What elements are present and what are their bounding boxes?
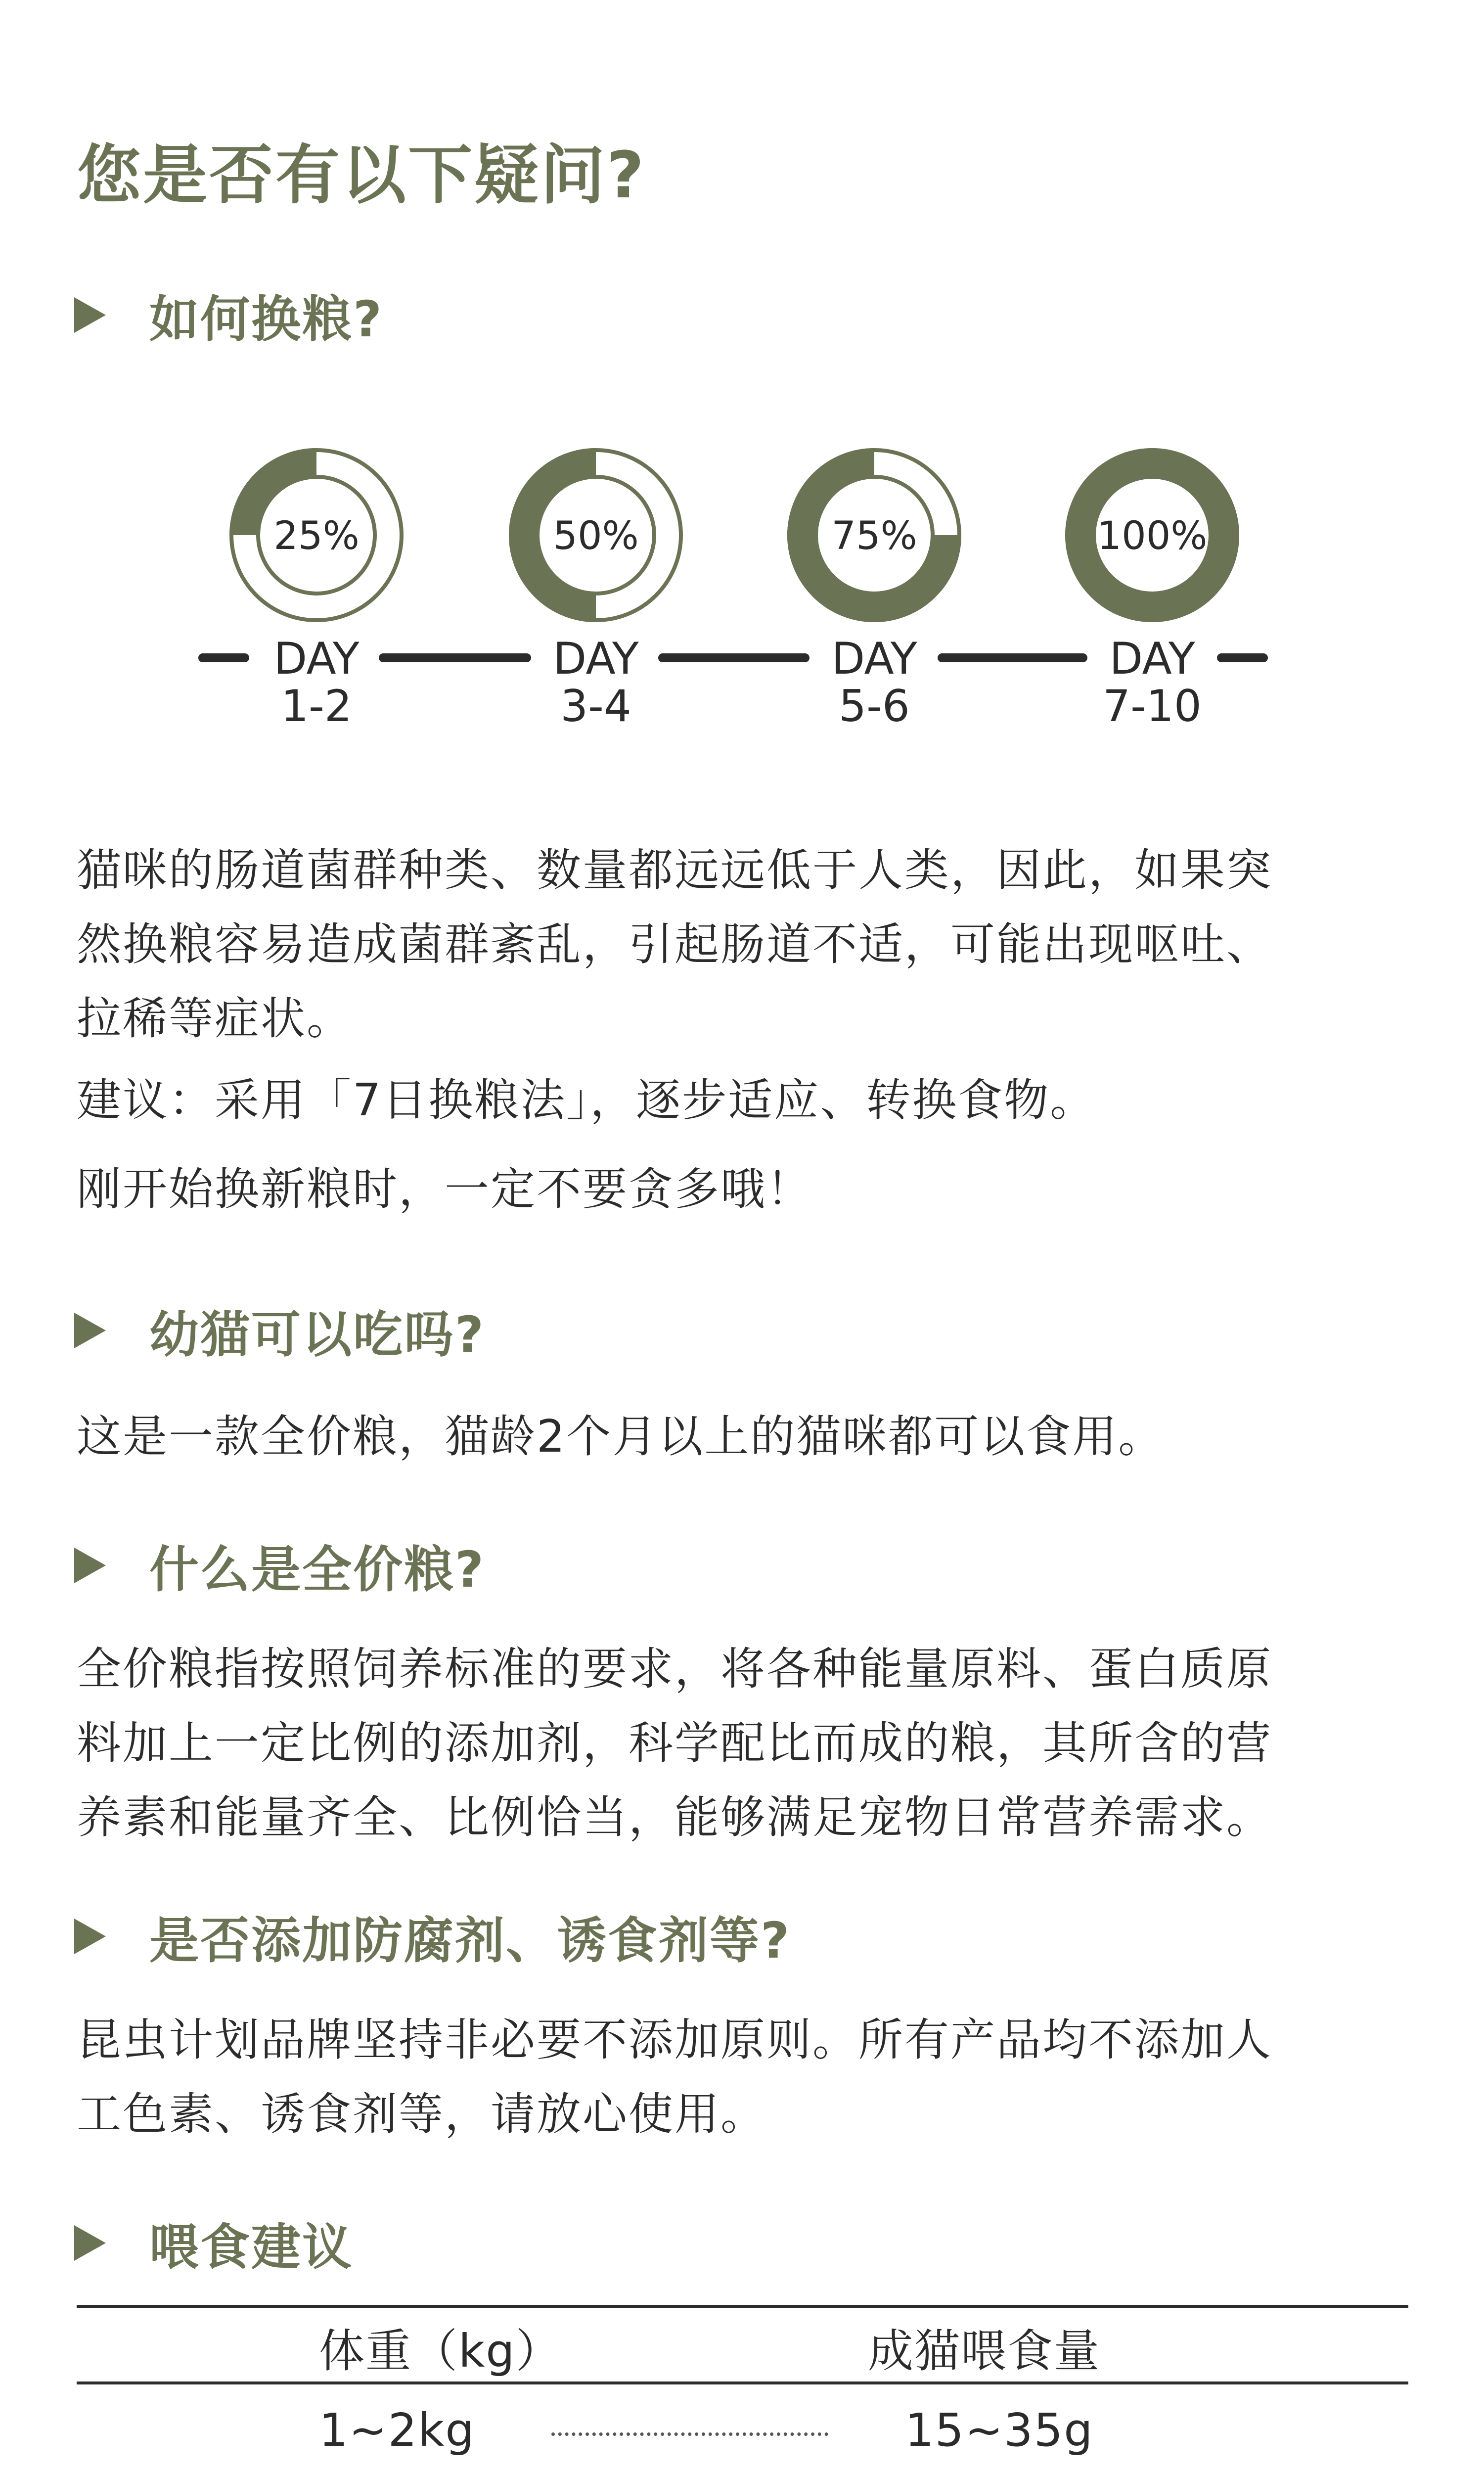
progress-ring — [1067, 450, 1237, 620]
day-word-label: DAY — [553, 633, 639, 684]
paragraph-line: 料加上一定比例的添加剂，科学配比而成的粮，其所含的营 — [77, 1717, 1272, 1769]
switch-food-advice — [77, 1063, 1422, 1138]
progress-ring — [789, 450, 959, 620]
paragraph-line: 猫咪的肠道菌群种类、数量都远远低于人类，因此，如果突 — [77, 844, 1272, 896]
table-row — [0, 2404, 1484, 2473]
table-header-rule — [77, 2381, 1408, 2384]
section-title: 喂食建议 — [149, 2218, 353, 2276]
ring-percent-label: 50% — [553, 514, 639, 558]
paragraph-line: 这是一款全价粮，猫龄2个月以上的猫咪都可以食用。 — [77, 1411, 1165, 1463]
section-header-complete-food — [74, 1530, 485, 1601]
section-header-additives — [74, 1901, 791, 1972]
advice-text: 建议：采用「7日换粮法」，逐步适应、转换食物。 — [77, 1074, 1096, 1126]
play-triangle-icon — [74, 1919, 106, 1954]
row-weight: 1~2kg — [319, 2404, 475, 2457]
kitten-paragraph — [77, 1400, 1422, 1474]
day-range-label: 5-6 — [839, 681, 910, 732]
switch-food-paragraph — [77, 833, 1422, 1056]
table-header-amount: 成猫喂食量 — [868, 2325, 1101, 2378]
paragraph-line: 拉稀等症状。 — [77, 993, 353, 1045]
play-triangle-icon — [74, 297, 106, 333]
dotted-leader — [551, 2432, 828, 2436]
play-triangle-icon — [74, 1313, 106, 1348]
progress-ring — [231, 450, 402, 620]
paragraph-line: 全价粮指按照饲养标准的要求，将各种能量原料、蛋白质原 — [77, 1643, 1272, 1695]
day-word-label: DAY — [1109, 633, 1195, 684]
table-header-weight: 体重（kg） — [319, 2325, 562, 2378]
row-amount: 15~35g — [905, 2404, 1094, 2457]
section-header-feeding — [74, 2207, 353, 2279]
section-title: 什么是全价粮? — [149, 1541, 486, 1599]
switch-food-tip — [77, 1152, 1422, 1227]
paragraph-line: 昆虫计划品牌坚持非必要不添加原则。所有产品均不添加人 — [77, 2014, 1272, 2066]
progress-rings — [231, 450, 1237, 620]
day-range-label: 3-4 — [560, 681, 631, 732]
section-title: 如何换粮? — [149, 290, 384, 348]
day-range-label: 7-10 — [1103, 681, 1202, 732]
progress-ring — [511, 450, 681, 620]
day-word-label: DAY — [831, 633, 917, 684]
ring-percent-label: 100% — [1097, 514, 1208, 558]
section-title: 幼猫可以吃吗? — [149, 1306, 486, 1364]
section-header-kitten — [74, 1295, 485, 1366]
paragraph-line: 养素和能量齐全、比例恰当，能够满足宠物日常营养需求。 — [77, 1791, 1272, 1843]
additives-paragraph — [77, 2003, 1422, 2152]
complete-food-paragraph — [77, 1632, 1422, 1855]
day-range-label: 1-2 — [281, 681, 352, 732]
page-title: 您是否有以下疑问? — [77, 137, 646, 213]
ring-percent-label: 75% — [831, 514, 917, 558]
play-triangle-icon — [74, 1548, 106, 1583]
day-labels — [273, 633, 1202, 732]
section-title: 是否添加防腐剂、诱食剂等? — [149, 1912, 791, 1969]
paragraph-line: 然换粮容易造成菌群紊乱，引起肠道不适，可能出现呕吐、 — [77, 918, 1272, 970]
table-top-rule — [77, 2305, 1408, 2308]
tip-text: 刚开始换新粮时，一定不要贪多哦！ — [77, 1163, 812, 1215]
switch-schedule-timeline — [0, 425, 1484, 762]
ring-percent-label: 25% — [273, 514, 360, 558]
section-header-switch-food — [74, 279, 383, 351]
play-triangle-icon — [74, 2225, 106, 2261]
paragraph-line: 工色素、诱食剂等，请放心使用。 — [77, 2088, 766, 2140]
day-word-label: DAY — [273, 633, 360, 684]
